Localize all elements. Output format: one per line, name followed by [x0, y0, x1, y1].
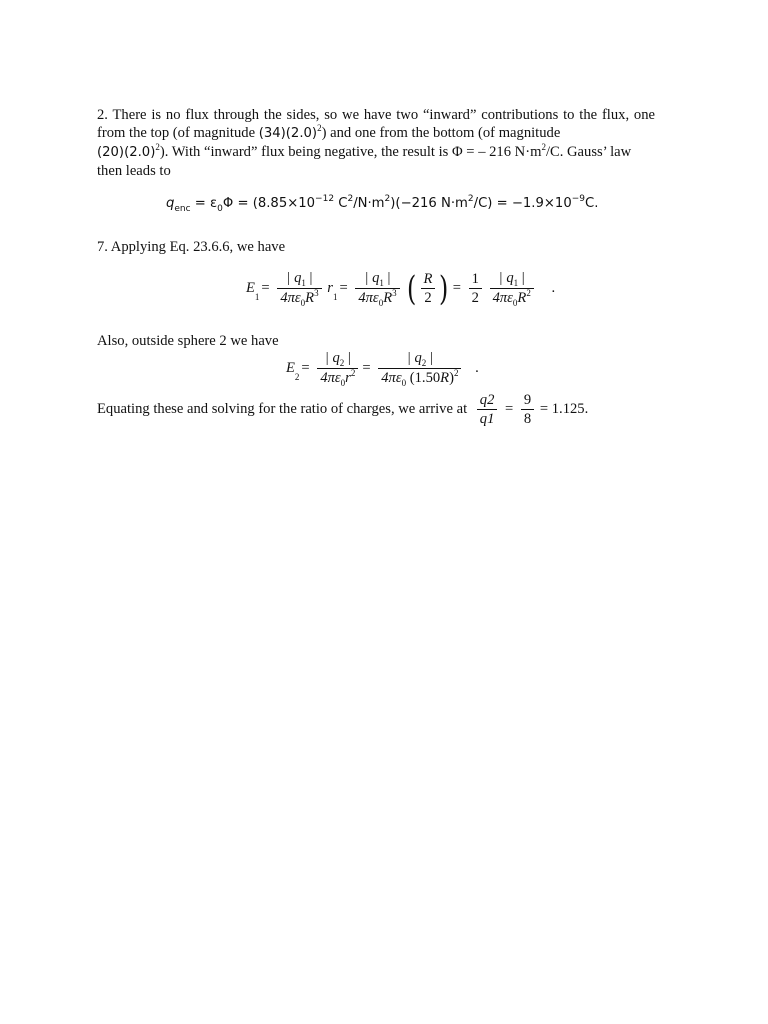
eps-sub: 0: [340, 378, 346, 388]
eps-sub: 0: [300, 298, 306, 308]
R-symbol: R: [305, 290, 315, 306]
e1-sub: 1: [254, 291, 260, 302]
exponent: 3: [392, 288, 397, 298]
abs-bar: |: [383, 270, 391, 286]
q1-abs: | q: [498, 270, 514, 286]
e1-frac-2: [355, 270, 399, 307]
eps-sub: 0: [401, 378, 407, 388]
period: .: [475, 360, 479, 376]
e2-symbol: E: [286, 360, 295, 376]
equating-line: Equating these and solving for the ratio of charges, we arrive at $\frac{q2}{q1}$ = $\frac{9}{8}$ = 1.125.: [97, 392, 589, 427]
four-pi-eps: 4πε: [320, 370, 341, 386]
eq-c: C: [334, 196, 348, 211]
two-den: 2: [471, 290, 479, 306]
eight-den: 8: [523, 411, 532, 427]
R-num: R: [421, 271, 436, 289]
abs-bar: |: [518, 270, 525, 286]
eq-epsilon-sub: 0: [217, 204, 223, 214]
exponent: 2: [155, 142, 160, 152]
q1-abs: | q: [364, 270, 380, 286]
q1-sub: 1: [379, 278, 384, 288]
bottom-magnitude: (20)(2.0): [97, 145, 156, 160]
e1-symbol: E: [246, 280, 255, 296]
four-pi-eps: 4πε: [358, 290, 379, 306]
exponent: 2: [526, 288, 531, 298]
e2-equation: $E_2=$ $\frac{| q_2 |}{4\pi\varepsilon_0r^2}$ = $\frac{| q_2 |}{4\pi\varepsilon_0 (1.50R)^2}$ .: [286, 350, 479, 388]
eq-exp-12: −12: [315, 194, 335, 204]
four-pi-eps: 4πε: [492, 290, 513, 306]
abs-bar: |: [426, 350, 433, 366]
r-symbol: r: [327, 280, 333, 296]
problem-2-text-result: ). With “inward” flux being negative, the result is Φ = – 216 N·m: [159, 144, 542, 160]
top-magnitude: (34)(2.0): [258, 126, 318, 141]
two-den: 2: [424, 290, 432, 306]
eps-sub: 0: [378, 298, 384, 308]
exponent: 2: [541, 142, 546, 152]
eps-sub: 0: [512, 298, 518, 308]
exponent: 2: [347, 194, 354, 204]
one-half: [469, 271, 482, 306]
q1-sub: 1: [513, 278, 519, 288]
R-symbol: R: [440, 370, 450, 386]
one-num: 1: [469, 271, 482, 289]
q2-abs: | q: [324, 350, 340, 366]
nine-eighths: [521, 392, 534, 427]
ratio-result: = 1.125.: [539, 401, 589, 417]
e2-frac-2: [378, 350, 461, 387]
e1-equation: $E_1=$ $\frac{| q_1 |}{4\pi\varepsilon_0R^3}$ $r_1=$ $\frac{| q_1 |}{4\pi\varepsilon_0R^3}$ ( $\frac{R}{2}$ ) = $\frac{1}{2}$ $\frac{| q_1 |}{4\pi\varepsilon_0R^2}$ .: [246, 268, 556, 309]
abs-bar: |: [305, 270, 313, 286]
eq-result: /C) = −1.9×10: [473, 196, 572, 211]
four-pi-eps: 4πε: [381, 370, 402, 386]
exponent: 2: [350, 368, 356, 378]
eq-end: C.: [585, 196, 599, 211]
gauss-law-equation: [166, 194, 599, 214]
r-over-2: [421, 271, 436, 306]
exponent: 3: [314, 288, 319, 298]
exponent: 2: [453, 368, 459, 378]
eq-phi: Φ = (8.85×10: [222, 196, 316, 211]
exponent: 2: [467, 194, 474, 204]
problem-2-text-gauss: /C. Gauss’ law then leads to: [97, 144, 632, 179]
ratio-den: q1: [479, 411, 495, 427]
r-symbol: r: [345, 370, 351, 386]
eq-exp-9: −9: [571, 194, 585, 204]
eq-unit: /N·m: [353, 196, 385, 211]
period: .: [551, 280, 556, 296]
problem-2-paragraph: 2. There is no flux through the sides, so we have two “inward” contributions to the flux, one from the top (of magnitude $(34)(2.0)^2$) and one from the bottom (of magnitude $(20)(2.0)^2$). With “inward” flux being negative, the result is Φ = – 216 $N\cdot m^2/C$. Gauss’ law then leads to: [97, 107, 655, 179]
e2-frac-1: [317, 350, 358, 387]
ratio-num: q2: [477, 392, 498, 410]
R-symbol: R: [517, 290, 527, 306]
e1-frac-3: [490, 270, 534, 307]
problem-7-intro: 7. Applying Eq. 23.6.6, we have: [97, 239, 286, 255]
eq-epsilon: = ε: [194, 196, 218, 211]
abs-bar: |: [344, 350, 351, 366]
R-symbol: R: [383, 290, 393, 306]
eq-flux-value: )(−216 N·m: [390, 196, 468, 211]
ratio-fraction: [477, 392, 498, 427]
nine-num: 9: [521, 392, 534, 410]
equating-text: Equating these and solving for the ratio of charges, we arrive at: [97, 401, 468, 417]
q1-sub: 1: [301, 278, 306, 288]
eq-enc-sub: enc: [174, 204, 191, 214]
q2-sub: 2: [339, 358, 345, 368]
eq-q: q: [166, 196, 175, 211]
r-sub: 1: [332, 291, 338, 302]
problem-2-text-mid: and one from the bottom (of magnitude: [330, 125, 561, 141]
e1-frac-1: [277, 270, 321, 307]
close-paren: ): [449, 370, 454, 386]
one-fifty: (1.50: [409, 370, 441, 386]
also-line: Also, outside sphere 2 we have: [97, 333, 279, 349]
q2-abs: | q: [406, 350, 422, 366]
exponent: 2: [384, 194, 391, 204]
four-pi-eps: 4πε: [280, 290, 301, 306]
exponent: 2: [317, 123, 322, 133]
problem-2-text-intro: 2. There is no flux through the sides, so we have two “inward” contributions to the flux, one from the top (of magnitude: [97, 107, 655, 141]
q2-sub: 2: [421, 358, 427, 368]
q1-abs: | q: [286, 270, 302, 286]
e2-sub: 2: [294, 371, 300, 382]
